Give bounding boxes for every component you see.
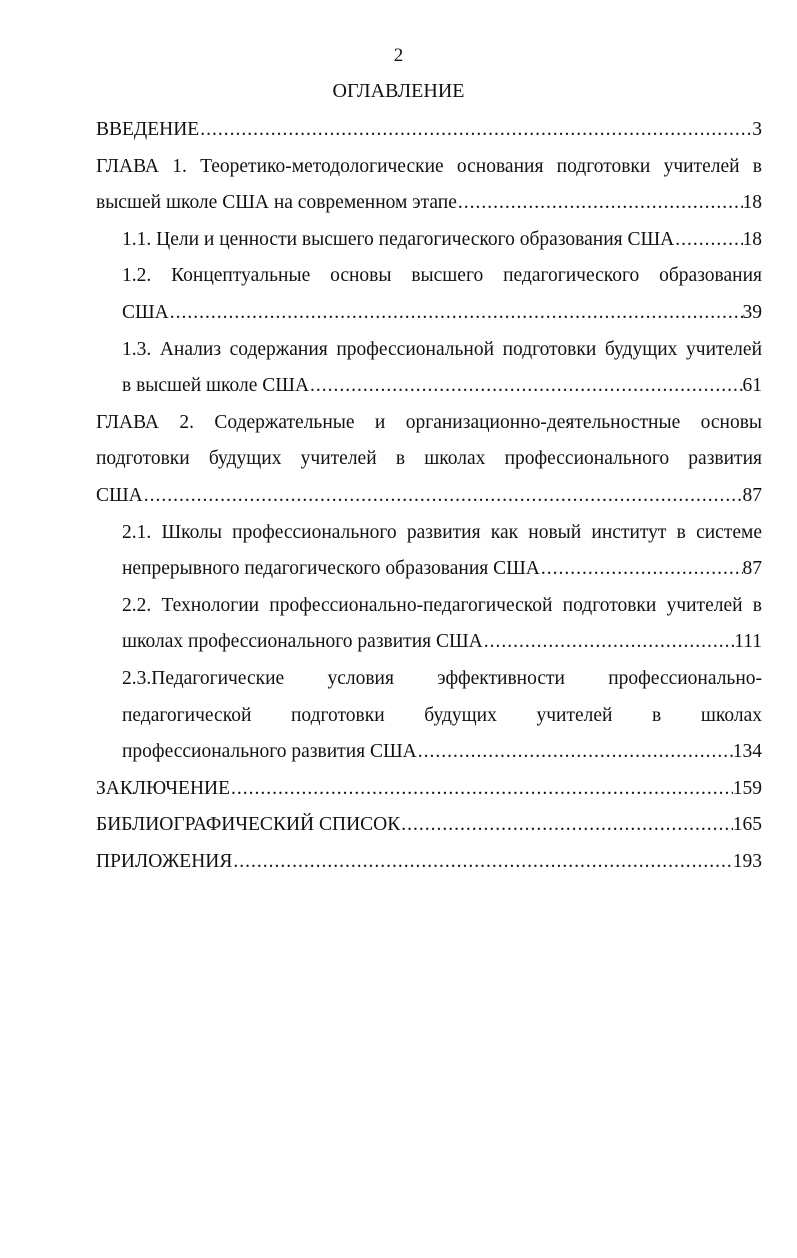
toc-entry-text: 2.3.Педагогические условия эффективности профессионально-	[122, 667, 762, 689]
dot-leader	[199, 112, 752, 149]
toc-entry-text: США	[96, 484, 143, 506]
toc-entry-text: в высшей школе США	[122, 375, 310, 397]
toc-entry-text: 1.1. Цели и ценности высшего педагогического образования США	[122, 228, 675, 250]
toc-entry-text: ПРИЛОЖЕНИЯ	[96, 850, 233, 872]
toc-entry-page: 61	[742, 375, 762, 397]
toc-entry-text: профессионального развития США	[122, 741, 417, 763]
toc-entry-text: педагогической подготовки будущих учителей в школах	[122, 704, 762, 726]
toc-entry-section-1-3[interactable]	[96, 332, 762, 405]
toc-entry-page: 134	[732, 741, 762, 763]
toc-entry-text: высшей школе США на современном этапе	[96, 192, 457, 214]
toc-entry-text: ГЛАВА 1. Теоретико-методологические основания подготовки учителей в	[96, 155, 762, 177]
toc-entry-page: 39	[742, 301, 762, 323]
toc-entry-page: 3	[752, 119, 762, 140]
toc-entry-section-2-2[interactable]	[96, 588, 762, 661]
toc-entry-appendices[interactable]	[96, 844, 762, 881]
toc-entry-page: 193	[732, 850, 762, 872]
toc-entry-text: 1.2. Концептуальные основы высшего педагогического образования	[122, 265, 762, 287]
toc-entry-chapter-2[interactable]	[96, 405, 762, 515]
toc-entry-section-1-2[interactable]	[96, 258, 762, 331]
toc-entry-page: 159	[732, 777, 762, 799]
toc-entry-text: БИБЛИОГРАФИЧЕСКИЙ СПИСОК	[96, 814, 401, 836]
toc-entry-chapter-1[interactable]	[96, 149, 762, 222]
toc-entry-text: школах профессионального развития США	[122, 631, 483, 653]
dot-leader	[483, 624, 734, 661]
toc-entry-page: 18	[742, 192, 762, 214]
dot-leader	[143, 478, 743, 515]
toc-entry-bibliography[interactable]	[96, 807, 762, 844]
toc-entry-section-2-3[interactable]	[96, 661, 762, 771]
toc-entry-text: ГЛАВА 2. Содержательные и организационно-деятельностные основы	[96, 411, 762, 433]
toc-entry-section-1-1[interactable]	[96, 222, 762, 259]
dot-leader	[417, 734, 733, 771]
toc-entry-page: 165	[732, 814, 762, 836]
toc-entry-page: 87	[742, 484, 762, 506]
dot-leader	[169, 295, 743, 332]
table-of-contents	[96, 112, 762, 880]
dot-leader	[309, 368, 742, 405]
toc-entry-text: 1.3. Анализ содержания профессиональной подготовки будущих учителей	[122, 338, 762, 360]
page-number: 2	[393, 45, 404, 66]
toc-entry-text: 2.2. Технологии профессионально-педагогической подготовки учителей в	[122, 594, 762, 616]
dot-leader	[457, 185, 743, 222]
toc-entry-page: 111	[734, 631, 762, 653]
toc-entry-introduction[interactable]	[96, 112, 762, 149]
toc-entry-conclusion[interactable]	[96, 771, 762, 808]
toc-entry-text: ВВЕДЕНИЕ	[96, 119, 200, 140]
toc-entry-text: США	[122, 301, 169, 323]
toc-entry-text: ЗАКЛЮЧЕНИЕ	[96, 777, 231, 799]
dot-leader	[232, 844, 732, 881]
page-title: ОГЛАВЛЕНИЕ	[332, 80, 465, 102]
dot-leader	[230, 771, 733, 808]
dot-leader	[540, 551, 743, 588]
toc-entry-section-2-1[interactable]	[96, 515, 762, 588]
toc-entry-text: 2.1. Школы профессионального развития как новый институт в системе	[122, 521, 762, 543]
toc-entry-page: 87	[742, 558, 762, 580]
toc-entry-text: подготовки будущих учителей в школах профессионального развития	[96, 448, 762, 470]
toc-entry-page: 18	[742, 228, 762, 250]
dot-leader	[400, 807, 733, 844]
dot-leader	[674, 222, 742, 259]
toc-entry-text: непрерывного педагогического образования США	[122, 558, 540, 580]
